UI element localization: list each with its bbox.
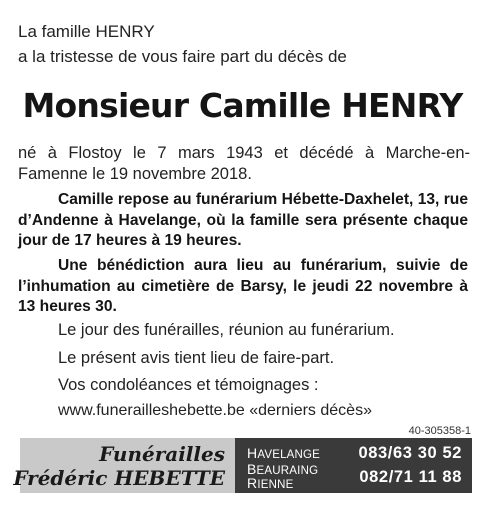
funeral-home-banner	[13, 438, 472, 493]
funeral-home-brand	[13, 438, 235, 493]
notice-note: Le présent avis tient lieu de faire-part.	[58, 349, 335, 367]
funeral-day-note: Le jour des funérailles, réunion au funérarium.	[58, 321, 395, 339]
office-phone[interactable]: 083/63 30 52	[358, 444, 462, 462]
intro-announcement-line: a la tristesse de vous faire part du décès de	[18, 47, 347, 66]
office-location: HAVELANGE	[247, 444, 321, 461]
rest-info-paragraph: Camille repose au funérarium Hébette-Daxhelet, 13, rue d’Andenne à Havelange, où la famille sera présente chaque jour de 17 heures à 19 heures.	[18, 191, 468, 249]
office-beauraing-rienne	[247, 463, 462, 491]
reference-number: 40-305358-1	[408, 425, 471, 437]
office-location: RIENNE	[247, 475, 294, 491]
office-phone[interactable]: 082/71 11 88	[359, 467, 462, 486]
birth-death-text: né à Flostoy le 7 mars 1943 et décédé à Marche-en-Famenne le 19 novembre 2018.	[18, 144, 470, 183]
office-havelange	[247, 444, 462, 463]
website-link[interactable]: www.funerailleshebette.be «derniers décès»	[58, 402, 372, 419]
contact-panel	[235, 438, 472, 493]
ceremony-paragraph: Une bénédiction aura lieu au funérarium, suivie de l’inhumation au cimetière de Barsy, le jeudi 22 novembre à 13 heures 30.	[18, 257, 468, 315]
intro-family-line: La famille HENRY	[18, 22, 155, 41]
condolences-note: Vos condoléances et témoignages :	[58, 376, 319, 394]
deceased-name: Monsieur Camille HENRY	[22, 86, 463, 125]
brand-line-2: Frédéric HEBETTE	[13, 465, 225, 490]
brand-line-1: Funérailles	[99, 441, 225, 466]
office-location: BEAURAING	[247, 461, 319, 477]
